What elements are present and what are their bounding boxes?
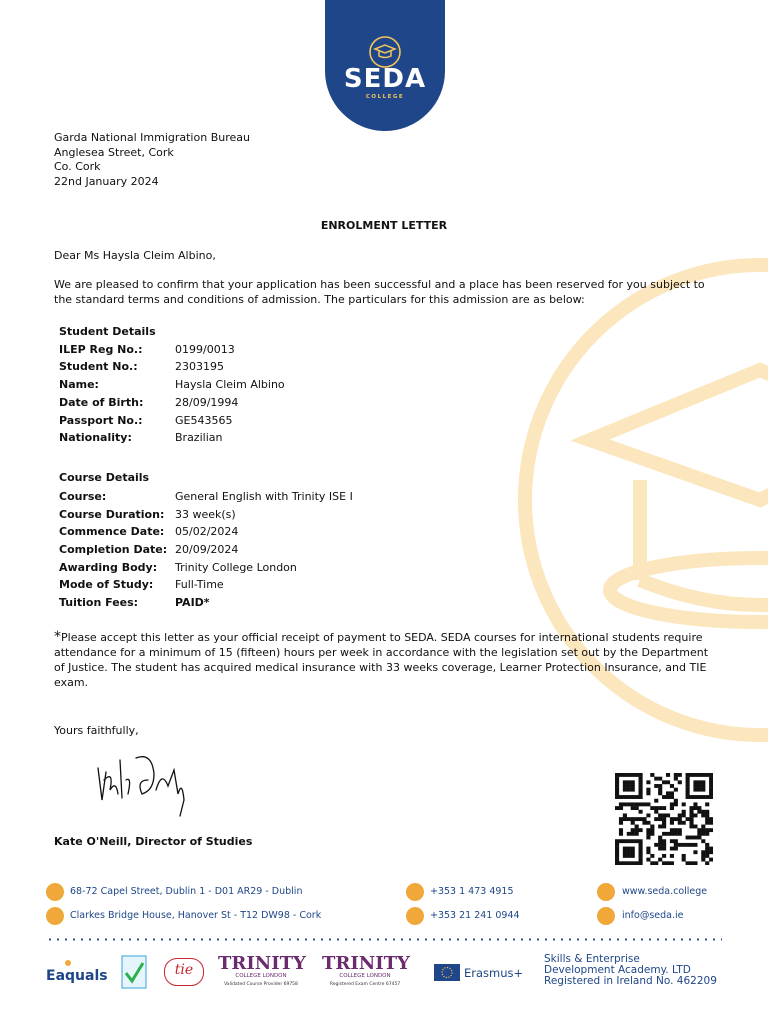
website-link[interactable]: www.seda.college [622,886,708,897]
location-pin-icon [46,883,64,901]
student-value: Haysla Cleim Albino [175,378,285,391]
phone-icon [406,883,424,901]
acels-icon [121,955,147,989]
student-value: 0199/0013 [175,343,235,356]
recipient-line3: Co. Cork [54,160,101,173]
course-label: Awarding Body: [59,561,158,574]
student-label: ILEP Reg No.: [59,343,143,356]
salutation: Dear Ms Haysla Cleim Albino, [54,249,216,262]
address-cork: Clarkes Bridge House, Hanover St - T12 DW98 - Cork [70,910,322,921]
email-icon [597,907,615,925]
recipient-line2: Anglesea Street, Cork [54,146,174,159]
course-label: Course: [59,490,107,503]
course-value: 05/02/2024 [175,525,239,538]
tie-logo: tie [164,958,204,986]
student-details-title: Student Details [59,325,156,338]
recipient-line1: Garda National Immigration Bureau [54,131,250,144]
location-pin-icon [46,907,64,925]
student-label: Nationality: [59,431,132,444]
erasmus-logo: Erasmus+ [434,964,460,985]
student-label: Date of Birth: [59,396,144,409]
student-value: 2303195 [175,360,224,373]
signatory: Kate O'Neill, Director of Studies [54,835,253,848]
course-label: Tuition Fees: [59,596,139,609]
student-value: GE543565 [175,414,233,427]
trinity-logo-validated: TRINITY COLLEGE LONDON Validated Course Provider 69758 [218,953,306,987]
course-label: Commence Date: [59,525,165,538]
course-value: 20/09/2024 [175,543,239,556]
course-details-title: Course Details [59,471,150,484]
company-registration: Skills & Enterprise Development Academy. LTD Registered in Ireland No. 462209 [544,953,717,987]
student-value: 28/09/1994 [175,396,239,409]
course-value: General English with Trinity ISE I [175,490,353,503]
qr-code [615,773,713,865]
signature-image [92,750,192,820]
logo-name: SEDA [343,64,427,94]
closing: Yours faithfully, [54,724,139,737]
star-icon [58,958,78,968]
address-dublin: 68-72 Capel Street, Dublin 1 - D01 AR29 - Dublin [70,886,303,897]
course-value: Trinity College London [175,561,297,574]
course-label: Completion Date: [59,543,168,556]
globe-icon [597,883,615,901]
student-label: Name: [59,378,99,391]
course-value: Full-Time [175,578,224,591]
email-link[interactable]: info@seda.ie [622,910,684,921]
note-asterisk: * [54,629,61,645]
phone-icon [406,907,424,925]
letter-title: ENROLMENT LETTER [320,219,448,232]
course-label: Course Duration: [59,508,165,521]
letter-date: 22nd January 2024 [54,175,159,188]
seda-logo-badge [325,0,445,131]
phone-dublin[interactable]: +353 1 473 4915 [430,886,514,897]
phone-cork[interactable]: +353 21 241 0944 [430,910,520,921]
intro-paragraph: We are pleased to confirm that your application has been successful and a place has been reserved for you subject to the standard terms and conditions of admission. The particulars for this admission are as below: [54,278,705,306]
note-text: Please accept this letter as your official receipt of payment to SEDA. SEDA courses for international students require attendance for a minimum of 15 (fifteen) hours per week in accordance with the legislation set out by the Department of Justice. The student has acquired medical insurance with 33 weeks coverage, Learner Protection Insurance, and TIE exam. [54,631,709,689]
student-label: Passport No.: [59,414,143,427]
student-label: Student No.: [59,360,138,373]
student-value: Brazilian [175,431,223,444]
eu-flag-icon [434,964,460,981]
trinity-logo-exam-centre: TRINITY COLLEGE LONDON Registered Exam Centre 67457 [322,953,410,987]
course-value: 33 week(s) [175,508,236,521]
logo-sub: COLLEGE [365,94,405,100]
note-paragraph [54,630,714,690]
course-label: Mode of Study: [59,578,154,591]
dotted-divider [46,938,722,941]
tuition-fees-value: PAID* [175,596,210,609]
